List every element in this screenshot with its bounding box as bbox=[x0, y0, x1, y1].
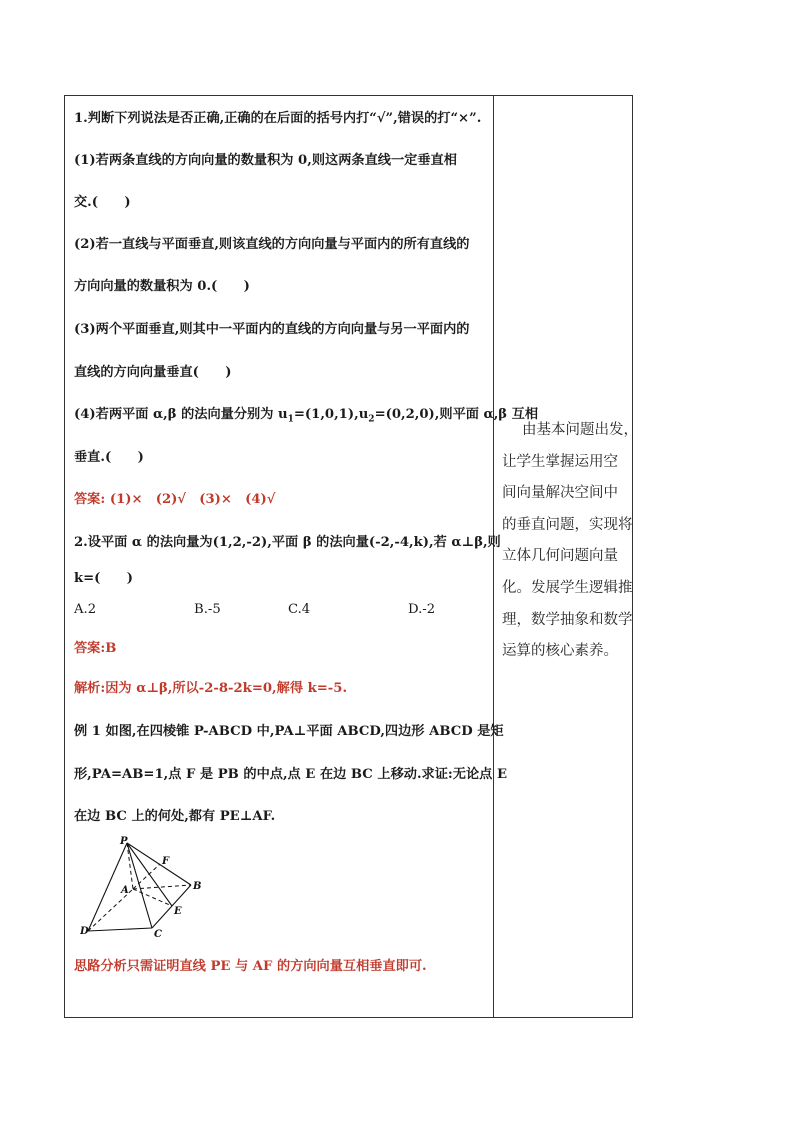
label-A: A bbox=[121, 885, 129, 896]
q2-analysis: 解析:因为 α⊥β,所以-2-8-2k=0,解得 k=-5. bbox=[74, 681, 348, 696]
pyramid-figure bbox=[80, 836, 210, 944]
edge-CB bbox=[152, 885, 191, 928]
column-divider bbox=[493, 96, 494, 1017]
q2-answer: 答案:B bbox=[74, 641, 117, 656]
note-line-1: 由基本问题出发， bbox=[522, 422, 638, 438]
note-line-3: 间向量解决空间中 bbox=[502, 485, 618, 502]
vector-u1-value: =(1,0,1), bbox=[293, 407, 359, 422]
label-B: B bbox=[193, 881, 202, 892]
q1-s4-line1 bbox=[74, 406, 538, 429]
label-C: C bbox=[154, 929, 162, 940]
q1-s1-line2: 交.( ) bbox=[74, 195, 131, 210]
note-line-2: 让学生掌握运用空 bbox=[502, 453, 618, 470]
label-P: P bbox=[120, 836, 128, 847]
q1-s3-line1: (3)两个平面垂直,则其中一平面内的直线的方向向量与另一平面内的 bbox=[74, 322, 470, 337]
teaching-note bbox=[502, 415, 638, 668]
pyramid-diagram bbox=[80, 836, 210, 940]
q1-s4-pre: (4)若两平面 α,β 的法向量分别为 bbox=[74, 407, 278, 422]
q1-intro: 1.判断下列说法是否正确,正确的在后面的括号内打“√”,错误的打“×”. bbox=[74, 111, 482, 126]
q2-option-d: D.-2 bbox=[408, 602, 436, 617]
q1-answer: 答案: (1)× (2)√ (3)× (4)√ bbox=[74, 492, 276, 507]
q1-s1-line1: (1)若两条直线的方向向量的数量积为 0,则这两条直线一定垂直相 bbox=[74, 153, 457, 168]
label-E: E bbox=[174, 906, 182, 917]
label-F: F bbox=[162, 856, 170, 867]
edge-DC bbox=[88, 928, 152, 931]
vector-u2-value: =(0,2,0),则平面 α,β 互相 bbox=[374, 407, 539, 422]
note-line-4: 的垂直问题，实现将 bbox=[502, 516, 633, 533]
label-D: D bbox=[80, 926, 89, 937]
q1-s2-line2: 方向向量的数量积为 0.( ) bbox=[74, 279, 250, 294]
note-line-7: 理，数学抽象和数学 bbox=[502, 611, 633, 628]
q2-option-b: B.-5 bbox=[194, 602, 221, 617]
vector-u1-sub: 1 bbox=[287, 414, 294, 425]
example-line2: 形,PA=AB=1,点 F 是 PB 的中点,点 E 在边 BC 上移动.求证:无论点 E bbox=[74, 767, 507, 782]
q2-line1: 2.设平面 α 的法向量为(1,2,-2),平面 β 的法向量(-2,-4,k),若 α⊥β,则 bbox=[74, 535, 501, 550]
q1-s2-line1: (2)若一直线与平面垂直,则该直线的方向向量与平面内的所有直线的 bbox=[74, 237, 470, 252]
edge-PE bbox=[127, 843, 172, 906]
example-line3: 在边 BC 上的何处,都有 PE⊥AF. bbox=[74, 809, 276, 824]
example-line1: 例 1 如图,在四棱锥 P-ABCD 中,PA⊥平面 ABCD,四边形 ABCD 是矩 bbox=[74, 724, 504, 739]
q2-option-a: A.2 bbox=[74, 602, 97, 617]
edge-PC bbox=[127, 843, 152, 928]
example-hint: 思路分析只需证明直线 PE 与 AF 的方向向量互相垂直即可. bbox=[74, 959, 427, 974]
vector-u1-symbol: u bbox=[278, 407, 288, 422]
vector-u2-sub: 2 bbox=[368, 414, 375, 425]
q2-option-c: C.4 bbox=[288, 602, 311, 617]
q1-s4-line2: 垂直.( ) bbox=[74, 450, 144, 465]
vector-u2-symbol: u bbox=[358, 407, 369, 422]
note-line-8: 运算的核心素养。 bbox=[502, 643, 618, 660]
edge-PB bbox=[127, 843, 191, 885]
note-line-5: 立体几何问题向量 bbox=[502, 548, 618, 565]
note-line-6: 化。发展学生逻辑推 bbox=[502, 579, 633, 596]
edge-AB bbox=[133, 885, 191, 889]
q2-line2: k=( ) bbox=[74, 571, 134, 586]
q1-s3-line2: 直线的方向向量垂直( ) bbox=[74, 365, 232, 380]
lesson-table bbox=[64, 95, 638, 1018]
